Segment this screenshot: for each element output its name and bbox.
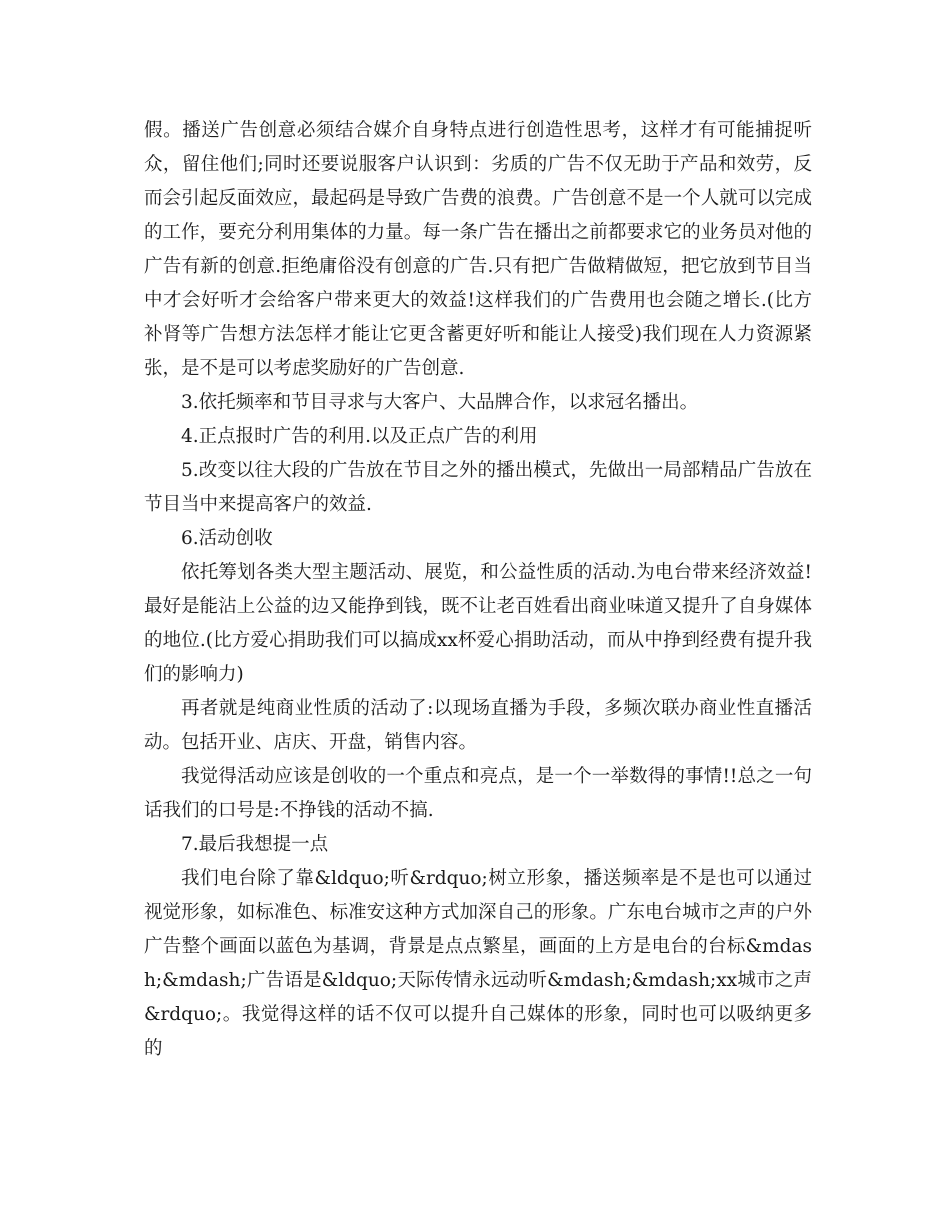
paragraph-activity-slogan: 我觉得活动应该是创收的一个重点和亮点，是一个一举数得的事情!!总之一句话我们的口号是:不挣钱的活动不搞. xyxy=(144,766,812,821)
paragraph-ad-creativity: 假。播送广告创意必须结合媒介自身特点进行创造性思考，这样才有可能捕捉听众，留住他们;同时还要说服客户认识到：劣质的广告不仅无助于产品和效劳，反而会引起反面效应，最起码是导致广告费的浪费。广告创意不是一个人就可以完成的工作，要充分利用集体的力量。每一条广告在播出之前都要求它的业务员对他的广告有新的创意.拒绝庸俗没有创意的广告.只有把广告做精做短，把它放到节目当中才会好听才会给客户带来更大的效益!这样我们的广告费用也会随之增长.(比方补肾等广告想方法怎样才能让它更含蓄更好听和能让人接受)我们现在人力资源紧张，是不是可以考虑奖励好的广告创意. xyxy=(144,120,812,379)
paragraph-activities: 依托筹划各类大型主题活动、展览，和公益性质的活动.为电台带来经济效益!最好是能沾上公益的边又能挣到钱，既不让老百姓看出商业味道又提升了自身媒体的地位.(比方爱心捐助我们可以搞成xx杯爱心捐助活动，而从中挣到经费有提升我们的影响力) xyxy=(144,562,812,685)
paragraph-item-7-heading: 7.最后我想提一点 xyxy=(181,834,329,855)
paragraph-visual-image: 我们电台除了靠&ldquo;听&rdquo;树立形象，播送频率是不是也可以通过视觉形象，如标准色、标准安这种方式加深自己的形象。广东电台城市之声的户外广告整个画面以蓝色为基调，背景是点点繁星，画面的上方是电台的台标&mdash;&mdash;广告语是&ldquo;天际传情永远动听&mdash;&mdash;xx城市之声&rdquo;。我觉得这样的话不仅可以提升自己媒体的形象，同时也可以吸纳更多的 xyxy=(144,868,812,1059)
paragraph-item-3: 3.依托频率和节目寻求与大客户、大品牌合作，以求冠名播出。 xyxy=(181,392,699,413)
paragraph-commercial-activities: 再者就是纯商业性质的活动了:以现场直播为手段，多频次联办商业性直播活动。包括开业、店庆、开盘，销售内容。 xyxy=(144,698,812,753)
paragraph-item-6-heading: 6.活动创收 xyxy=(181,528,273,549)
document-body xyxy=(144,114,812,1066)
paragraph-item-4: 4.正点报时广告的利用.以及正点广告的利用 xyxy=(181,426,538,447)
paragraph-item-5: 5.改变以往大段的广告放在节目之外的播出模式，先做出一局部精品广告放在节目当中来提高客户的效益. xyxy=(144,460,812,515)
